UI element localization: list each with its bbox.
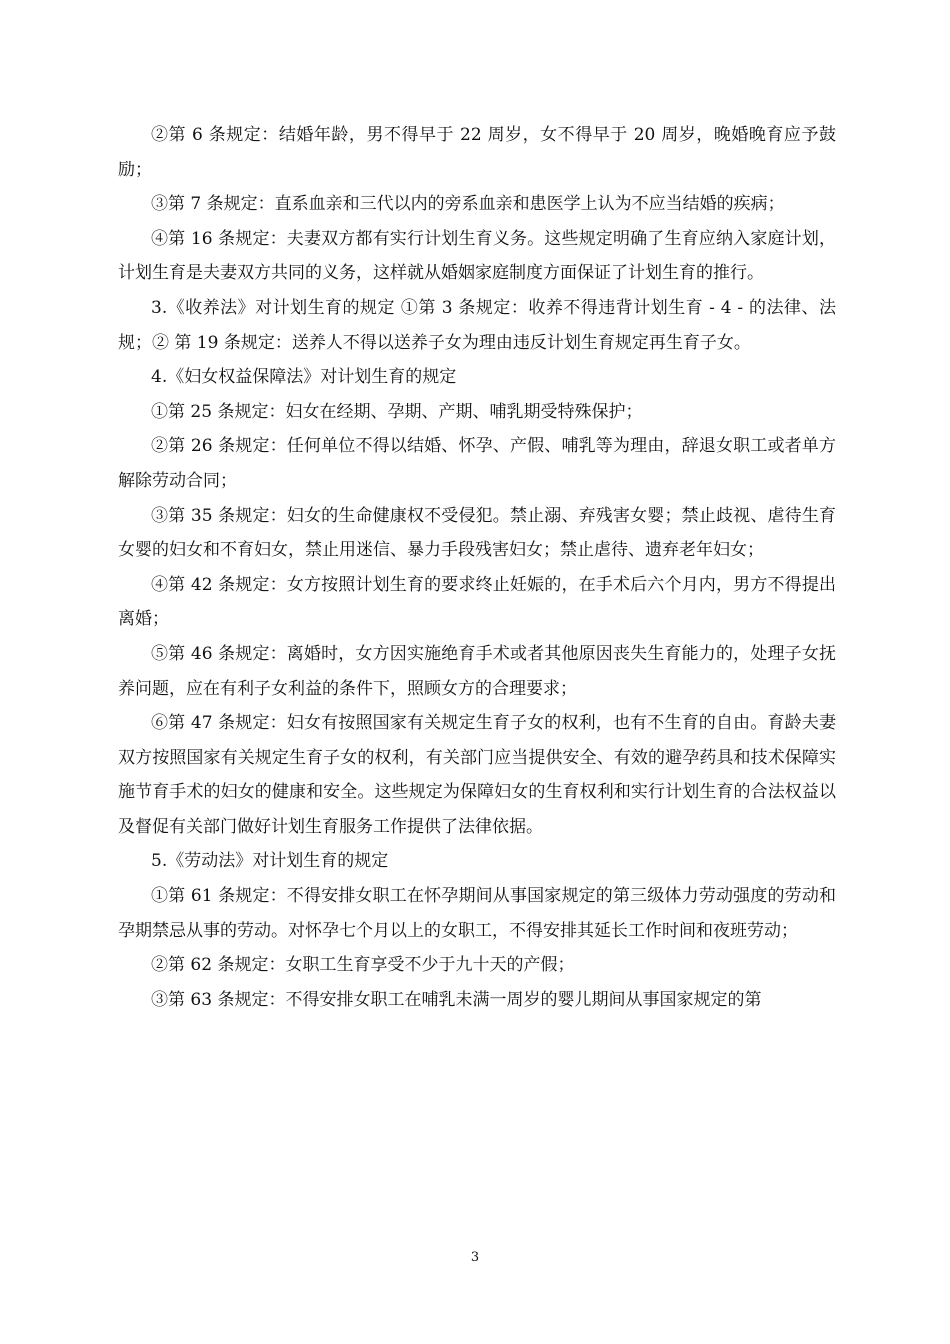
paragraph: ③第 7 条规定：直系血亲和三代以内的旁系血亲和患医学上认为不应当结婚的疾病； <box>151 194 785 215</box>
page-number: 3 <box>470 1250 480 1265</box>
paragraph: ③第 35 条规定：妇女的生命健康权不受侵犯。禁止溺、弃残害女婴；禁止歧视、虐待生育女婴的妇女和不育妇女，禁止用迷信、暴力手段残害妇女；禁止虐待、遗弃老年妇女； <box>118 505 836 561</box>
paragraph: ①第 25 条规定：妇女在经期、孕期、产期、哺乳期受特殊保护； <box>151 401 643 422</box>
section-heading: 4.《妇女权益保障法》对计划生育的规定 <box>151 367 457 388</box>
paragraph: ①第 61 条规定：不得安排女职工在怀孕期间从事国家规定的第三级体力劳动强度的劳动和孕期禁忌从事的劳动。对怀孕七个月以上的女职工，不得安排其延长工作时间和夜班劳动； <box>118 886 836 941</box>
paragraph: ⑥第 47 条规定：妇女有按照国家有关规定生育子女的权利，也有不生育的自由。育龄夫妻双方按照国家有关规定生育子女的权利，有关部门应当提供安全、有效的避孕药具和技术保障实施节育手术的妇女的健康和安全。这些规定为保障妇女的生育权利和实行计划生育的合法权益以及督促有关部门做好计划生育服务工作提供了法律依据。 <box>118 713 836 837</box>
paragraph: ④第 42 条规定：女方按照计划生育的要求终止妊娠的，在手术后六个月内，男方不得提出离婚； <box>118 574 836 630</box>
section-heading: 5.《劳动法》对计划生育的规定 <box>151 851 389 872</box>
paragraph: ②第 62 条规定：女职工生育享受不少于九十天的产假； <box>151 955 575 976</box>
paragraph: ⑤第 46 条规定：离婚时，女方因实施绝育手术或者其他原因丧失生育能力的，处理子女抚养问题，应在有利子女利益的条件下，照顾女方的合理要求； <box>118 643 836 699</box>
paragraph: ②第 6 条规定：结婚年龄，男不得早于 22 周岁，女不得早于 20 周岁，晚婚晚育应予鼓励； <box>118 125 836 180</box>
paragraph: ④第 16 条规定：夫妻双方都有实行计划生育义务。这些规定明确了生育应纳入家庭计划，计划生育是夫妻双方共同的义务，这样就从婚姻家庭制度方面保证了计划生育的推行。 <box>118 228 836 284</box>
paragraph: 3.《收养法》对计划生育的规定 ①第 3 条规定：收养不得违背计划生育 - 4 - 的法律、法规；② 第 19 条规定：送养人不得以送养子女为理由违反计划生育规定再生育子女。 <box>118 297 836 353</box>
paragraph: ②第 26 条规定：任何单位不得以结婚、怀孕、产假、哺乳等为理由，辞退女职工或者单方解除劳动合同； <box>118 436 836 491</box>
document-body <box>118 118 836 1017</box>
paragraph: ③第 63 条规定：不得安排女职工在哺乳未满一周岁的婴儿期间从事国家规定的第 <box>151 989 762 1010</box>
